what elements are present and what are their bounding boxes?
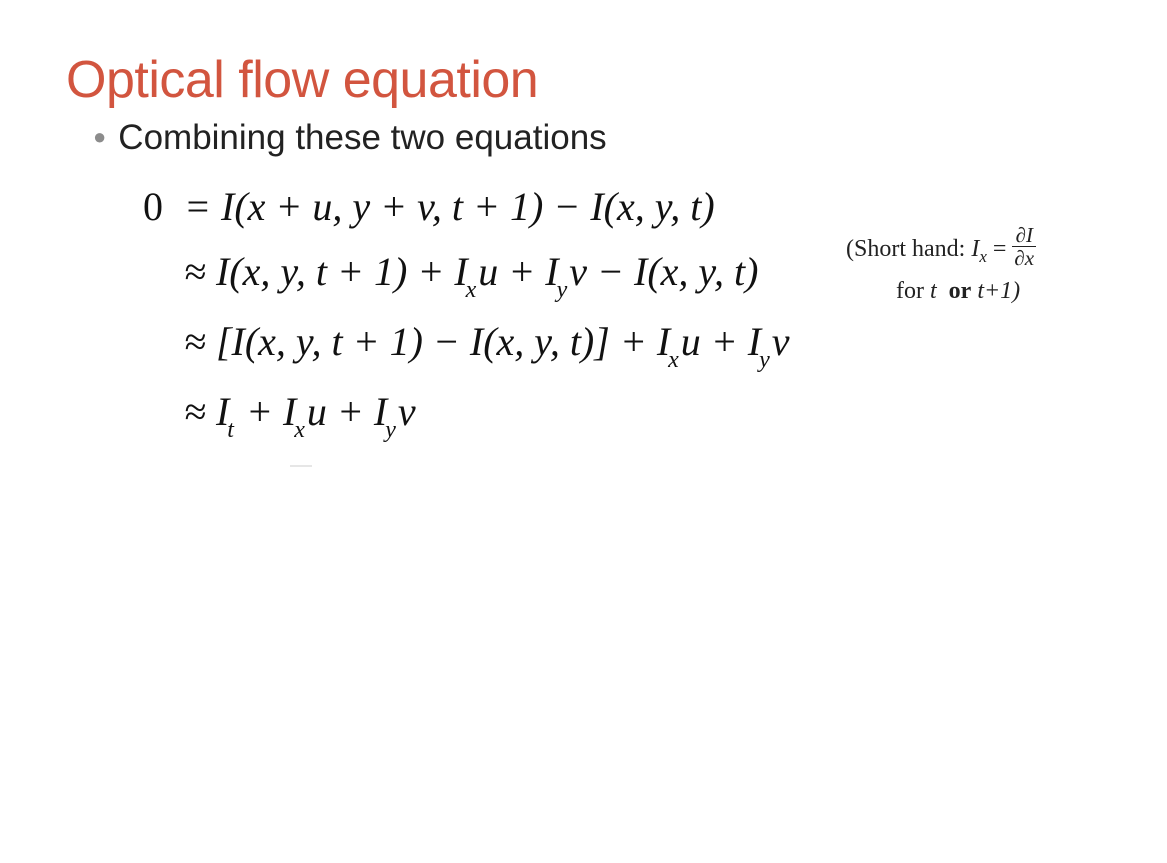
shorthand-or: or [948, 278, 972, 304]
faint-divider [290, 465, 312, 467]
fraction-denominator: ∂x [1014, 246, 1035, 270]
equation-line-4-sub-t: t [227, 417, 234, 443]
equation-line-2-mid: u + I [478, 249, 559, 294]
equation-line-4-sub-y: y [385, 417, 396, 443]
equation-line-1-text: = I(x + u, y + v, t + 1) − I(x, y, t) [184, 184, 715, 229]
shorthand-t1: t+1) [977, 278, 1021, 304]
equation-line-1 [184, 183, 715, 230]
equation-line-3-mid: u + I [680, 319, 762, 364]
shorthand-note-line-2 [896, 278, 1020, 305]
shorthand-symbol: I [971, 236, 980, 263]
equation-line-2-start: ≈ I(x, y, t + 1) + I [184, 249, 468, 294]
equation-line-4-end: v [397, 389, 416, 434]
shorthand-for: for [896, 278, 930, 304]
shorthand-note [846, 223, 1036, 273]
shorthand-symbol-sub: x [979, 247, 987, 267]
equation-line-4-mid2: u + I [306, 389, 388, 434]
fraction-numerator: ∂I [1012, 224, 1036, 247]
slide-title: Optical flow equation [66, 51, 539, 109]
equation-line-4 [184, 388, 416, 443]
bullet-dot-icon: ● [93, 123, 107, 149]
equation-line-3-end: v [771, 319, 790, 364]
partial-derivative-fraction [1012, 224, 1036, 269]
equation-line-2-end: v − I(x, y, t) [569, 249, 759, 294]
shorthand-prefix: (Short hand: [846, 236, 972, 263]
equation-line-3-start: ≈ [I(x, y, t + 1) − I(x, y, t)] + I [184, 319, 671, 364]
equation-zero: 0 [143, 184, 163, 229]
bullet-item [93, 118, 607, 158]
equation-line-3-sub-y: y [759, 347, 770, 373]
equation-line-3 [184, 318, 790, 373]
equation-line-4-sub-x: x [294, 417, 305, 443]
equation-line-4-start: ≈ I [184, 389, 230, 434]
equation-line-2 [184, 248, 759, 303]
shorthand-t: t [929, 278, 937, 304]
bullet-text: Combining these two equations [118, 118, 607, 157]
equation-line-3-sub-x: x [668, 347, 679, 373]
equation-line-2-sub-x: x [465, 277, 477, 303]
shorthand-equals: = [986, 236, 1007, 263]
equation-line-4-mid1: + I [235, 389, 297, 434]
equation-line-2-sub-y: y [556, 277, 568, 303]
